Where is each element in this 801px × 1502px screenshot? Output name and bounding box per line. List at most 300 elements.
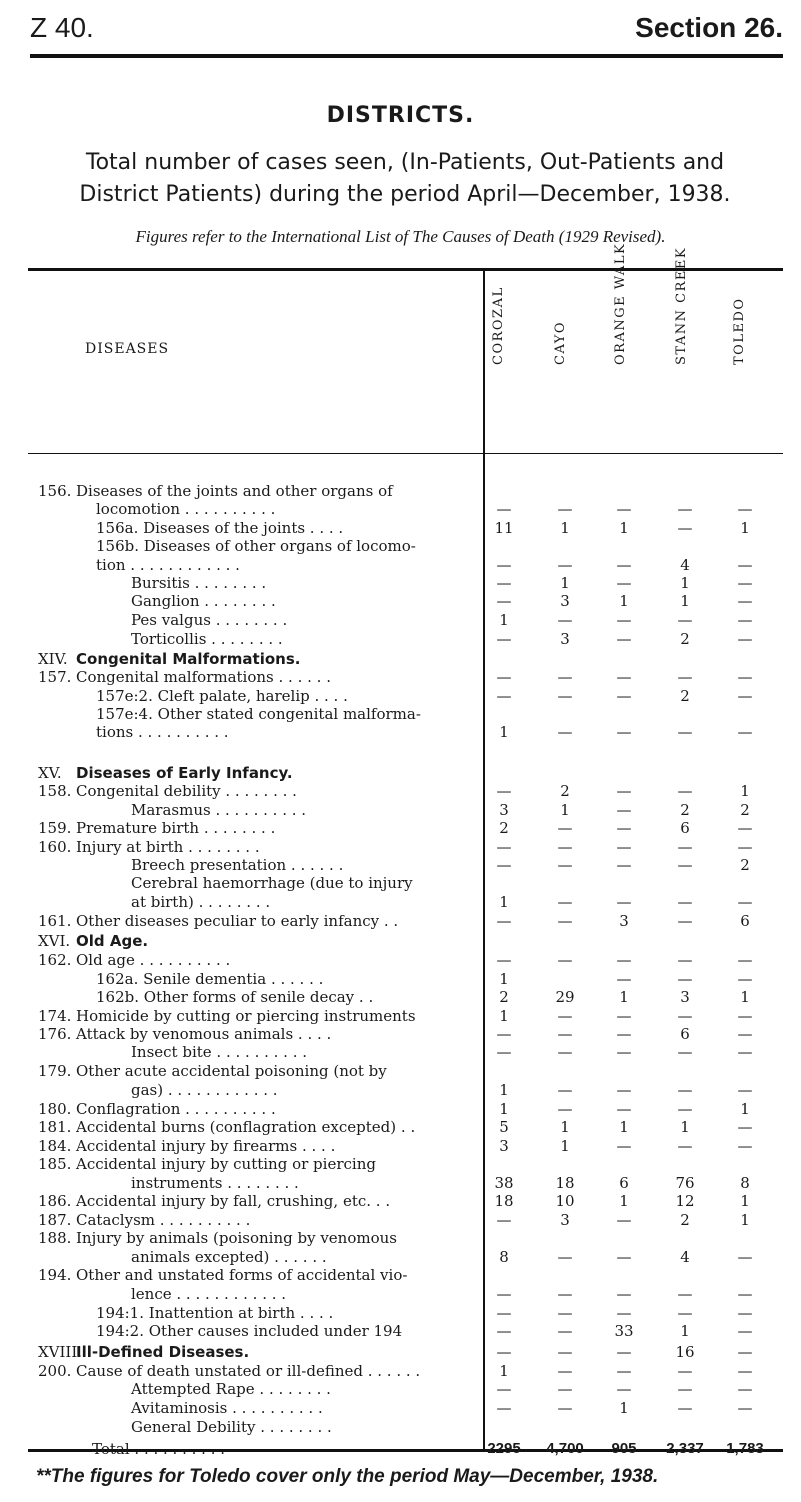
cell-orange-walk: 1: [619, 1118, 629, 1136]
cell-stann-creek: —: [677, 611, 693, 629]
row-number: 185.: [38, 1155, 72, 1173]
row-number: 200.: [38, 1362, 72, 1380]
table-row: [0, 874, 801, 892]
row-label: Attack by venomous animals . . . .: [76, 1025, 332, 1043]
table-row: [0, 1362, 801, 1380]
row-label: Homicide by cutting or piercing instruments: [76, 1007, 416, 1025]
cell-corozal: —: [496, 856, 512, 874]
cell-orange-walk: —: [616, 1248, 632, 1266]
cell-stann-creek: —: [677, 500, 693, 518]
cell-orange-walk: —: [616, 556, 632, 574]
cell-toledo: —: [737, 1248, 753, 1266]
cell-cayo: —: [557, 500, 573, 518]
page-subtitle: [20, 147, 790, 211]
table-row: [0, 1304, 801, 1322]
row-number: 194.: [38, 1266, 72, 1284]
row-number: 180.: [38, 1100, 72, 1118]
cell-orange-walk: —: [616, 1362, 632, 1380]
table-row: [0, 1399, 801, 1417]
row-label: Other diseases peculiar to early infancy . .: [76, 912, 399, 930]
cell-cayo: —: [557, 838, 573, 856]
cell-corozal: —: [496, 1343, 512, 1361]
cell-toledo: —: [737, 1118, 753, 1136]
cell-corozal: 1: [499, 970, 509, 988]
cell-toledo: —: [737, 1322, 753, 1340]
cell-orange-walk: —: [616, 1100, 632, 1118]
cell-stann-creek: 4: [680, 1248, 690, 1266]
cell-corozal: 2295: [487, 1440, 521, 1457]
cell-toledo: —: [737, 1399, 753, 1417]
cell-toledo: 1: [740, 1100, 750, 1118]
cell-orange-walk: 3: [619, 912, 629, 930]
cell-orange-walk: —: [616, 1343, 632, 1361]
column-header-label: ORANGE WALK: [613, 242, 628, 365]
row-label: animals excepted) . . . . . .: [131, 1248, 327, 1266]
row-number: 174.: [38, 1007, 72, 1025]
cell-orange-walk: —: [616, 723, 632, 741]
cell-cayo: 1: [560, 574, 570, 592]
row-number: 156.: [38, 482, 72, 500]
cell-stann-creek: —: [677, 1362, 693, 1380]
row-label: Marasmus . . . . . . . . . .: [131, 801, 307, 819]
row-label: Torticollis . . . . . . . .: [131, 630, 283, 648]
diseases-column-header: DISEASES: [85, 341, 170, 357]
row-label: Accidental burns (conflagration excepted) . .: [76, 1118, 416, 1136]
column-header-label: TOLEDO: [732, 297, 747, 365]
table-row: [0, 764, 801, 782]
row-label: Cerebral haemorrhage (due to injury: [131, 874, 413, 892]
cell-orange-walk: —: [616, 611, 632, 629]
row-label: Insect bite . . . . . . . . . .: [131, 1043, 308, 1061]
cell-stann-creek: —: [677, 1100, 693, 1118]
row-label: 157e:4. Other stated congenital malforma-: [96, 705, 421, 723]
table-row: [0, 1248, 801, 1266]
cell-cayo: —: [557, 1043, 573, 1061]
row-label: 194:1. Inattention at birth . . . .: [96, 1304, 334, 1322]
row-number: 179.: [38, 1062, 72, 1080]
cell-cayo: 3: [560, 1211, 570, 1229]
cell-corozal: 1: [499, 1007, 509, 1025]
table-row: [0, 574, 801, 592]
table-row: [0, 1266, 801, 1284]
cell-orange-walk: —: [616, 782, 632, 800]
cell-cayo: —: [557, 1399, 573, 1417]
cell-stann-creek: 1: [680, 1322, 690, 1340]
row-label: 194:2. Other causes included under 194: [96, 1322, 403, 1340]
cell-orange-walk: —: [616, 500, 632, 518]
table-row: [0, 1100, 801, 1118]
table-row: [0, 1155, 801, 1173]
section-heading: Old Age.: [76, 932, 149, 950]
table-row: [0, 537, 801, 555]
cell-stann-creek: 76: [675, 1174, 695, 1192]
row-label: Conflagration . . . . . . . . . .: [76, 1100, 276, 1118]
cell-corozal: 1: [499, 611, 509, 629]
row-label: at birth) . . . . . . . .: [131, 893, 271, 911]
cell-stann-creek: —: [677, 519, 693, 537]
cell-orange-walk: 33: [614, 1322, 634, 1340]
row-number: 188.: [38, 1229, 72, 1247]
total-row: [0, 1440, 801, 1458]
cell-toledo: 2: [740, 856, 750, 874]
header-rule: [30, 54, 783, 58]
cell-orange-walk: —: [616, 819, 632, 837]
subtitle-line-1: Total number of cases seen, (In-Patients, Out-Patients and: [85, 150, 725, 175]
cell-corozal: 38: [494, 1174, 514, 1192]
row-number: 162.: [38, 951, 72, 969]
table-row: [0, 611, 801, 629]
cell-corozal: 1: [499, 893, 509, 911]
row-number: 176.: [38, 1025, 72, 1043]
cell-corozal: —: [496, 1380, 512, 1398]
cell-cayo: —: [557, 1343, 573, 1361]
cell-orange-walk: —: [616, 687, 632, 705]
cell-stann-creek: —: [677, 856, 693, 874]
cell-corozal: 5: [499, 1118, 509, 1136]
cell-toledo: —: [737, 1380, 753, 1398]
table-header-rule: [28, 453, 783, 454]
cell-orange-walk: 1: [619, 1399, 629, 1417]
row-label: Bursitis . . . . . . . .: [131, 574, 267, 592]
cell-orange-walk: 6: [619, 1174, 629, 1192]
row-label: 162a. Senile dementia . . . . . .: [96, 970, 324, 988]
cell-corozal: 2: [499, 988, 509, 1006]
row-label: General Debility . . . . . . . .: [131, 1418, 332, 1436]
table-row: [0, 1025, 801, 1043]
cell-cayo: —: [557, 1285, 573, 1303]
cell-stann-creek: —: [677, 1007, 693, 1025]
column-header-label: COROZAL: [491, 286, 506, 365]
cell-toledo: —: [737, 819, 753, 837]
cell-cayo: —: [557, 1380, 573, 1398]
cell-cayo: 4,700: [546, 1440, 584, 1457]
column-header-label: STANN CREEK: [674, 246, 689, 365]
row-number: 158.: [38, 782, 72, 800]
cell-stann-creek: 4: [680, 556, 690, 574]
cell-orange-walk: —: [616, 1304, 632, 1322]
cell-toledo: 1: [740, 782, 750, 800]
cell-orange-walk: —: [616, 668, 632, 686]
cell-toledo: —: [737, 1043, 753, 1061]
cell-toledo: —: [737, 951, 753, 969]
cell-toledo: —: [737, 668, 753, 686]
cell-corozal: 1: [499, 1100, 509, 1118]
row-label: gas) . . . . . . . . . . . .: [131, 1081, 278, 1099]
table-row: [0, 1062, 801, 1080]
row-label: Accidental injury by firearms . . . .: [76, 1137, 336, 1155]
row-label: Diseases of the joints and other organs of: [76, 482, 393, 500]
row-label: Premature birth . . . . . . . .: [76, 819, 276, 837]
row-number: XVIII.: [38, 1343, 83, 1361]
cell-corozal: 11: [494, 519, 514, 537]
row-label: Injury by animals (poisoning by venomous: [76, 1229, 397, 1247]
row-number: XV.: [38, 764, 62, 782]
cell-corozal: —: [496, 1322, 512, 1340]
cell-orange-walk: —: [616, 574, 632, 592]
cell-corozal: 1: [499, 1081, 509, 1099]
cell-corozal: —: [496, 951, 512, 969]
section-heading: Ill-Defined Diseases.: [76, 1343, 250, 1361]
table-row: [0, 1380, 801, 1398]
row-label: Pes valgus . . . . . . . .: [131, 611, 288, 629]
cell-cayo: —: [557, 1322, 573, 1340]
cell-orange-walk: —: [616, 630, 632, 648]
row-label: Accidental injury by cutting or piercing: [76, 1155, 376, 1173]
cell-toledo: 8: [740, 1174, 750, 1192]
cell-toledo: 1: [740, 1192, 750, 1210]
cell-stann-creek: 2: [680, 630, 690, 648]
table-row: [0, 1174, 801, 1192]
subtitle-line-2: District Patients) during the period April—December, 1938.: [79, 182, 731, 207]
column-header-label: CAYO: [553, 320, 568, 365]
row-label: 162b. Other forms of senile decay . .: [96, 988, 374, 1006]
cell-cayo: 1: [560, 519, 570, 537]
page-title: DISTRICTS.: [326, 103, 475, 128]
table-row: [0, 592, 801, 610]
cell-stann-creek: 2: [680, 687, 690, 705]
table-row: [0, 1118, 801, 1136]
table-row: [0, 838, 801, 856]
cell-cayo: 3: [560, 630, 570, 648]
cell-orange-walk: —: [616, 838, 632, 856]
table-row: [0, 1211, 801, 1229]
table-row: [0, 705, 801, 723]
cell-toledo: —: [737, 574, 753, 592]
cell-orange-walk: —: [616, 1380, 632, 1398]
cell-cayo: —: [557, 556, 573, 574]
cell-toledo: —: [737, 1137, 753, 1155]
figures-note: Figures refer to the International List of The Causes of Death (1929 Revised).: [135, 227, 666, 246]
table-row: [0, 1007, 801, 1025]
row-label: 156b. Diseases of other organs of locomo-: [96, 537, 416, 555]
cell-corozal: —: [496, 556, 512, 574]
row-number: XIV.: [38, 650, 68, 668]
cell-stann-creek: 16: [675, 1343, 695, 1361]
cell-stann-creek: —: [677, 1285, 693, 1303]
row-number: 181.: [38, 1118, 72, 1136]
cell-orange-walk: —: [616, 1007, 632, 1025]
cell-orange-walk: 1: [619, 592, 629, 610]
cell-cayo: —: [557, 1007, 573, 1025]
cell-corozal: —: [496, 668, 512, 686]
table-top-rule: [28, 268, 783, 271]
table-row: [0, 650, 801, 668]
cell-cayo: —: [557, 723, 573, 741]
cell-corozal: 8: [499, 1248, 509, 1266]
cell-stann-creek: —: [677, 838, 693, 856]
row-label: lence . . . . . . . . . . . .: [131, 1285, 287, 1303]
cell-corozal: 3: [499, 801, 509, 819]
cell-toledo: —: [737, 723, 753, 741]
cell-toledo: —: [737, 500, 753, 518]
table-row: [0, 932, 801, 950]
cell-toledo: 1: [740, 988, 750, 1006]
cell-orange-walk: —: [616, 801, 632, 819]
table-row: [0, 1137, 801, 1155]
row-label: tion . . . . . . . . . . . .: [96, 556, 240, 574]
cell-toledo: 1,783: [726, 1440, 764, 1457]
row-label: 157e:2. Cleft palate, harelip . . . .: [96, 687, 348, 705]
cell-cayo: 1: [560, 1137, 570, 1155]
cell-stann-creek: —: [677, 970, 693, 988]
cell-stann-creek: 2,337: [666, 1440, 704, 1457]
cell-cayo: 3: [560, 592, 570, 610]
cell-toledo: —: [737, 1007, 753, 1025]
cell-corozal: 3: [499, 1137, 509, 1155]
cell-orange-walk: —: [616, 951, 632, 969]
cell-toledo: —: [737, 1304, 753, 1322]
cell-stann-creek: 2: [680, 801, 690, 819]
row-label: Ganglion . . . . . . . .: [131, 592, 276, 610]
row-number: 186.: [38, 1192, 72, 1210]
cell-corozal: 1: [499, 1362, 509, 1380]
cell-toledo: 1: [740, 519, 750, 537]
cell-toledo: 2: [740, 801, 750, 819]
table-row: [0, 556, 801, 574]
table-row: [0, 782, 801, 800]
cell-toledo: —: [737, 970, 753, 988]
cell-toledo: 1: [740, 1211, 750, 1229]
cell-orange-walk: —: [616, 1025, 632, 1043]
cell-cayo: —: [557, 668, 573, 686]
table-row: [0, 519, 801, 537]
table-row: [0, 951, 801, 969]
cell-corozal: —: [496, 630, 512, 648]
cell-cayo: —: [557, 1362, 573, 1380]
cell-stann-creek: 1: [680, 574, 690, 592]
table-row: [0, 1229, 801, 1247]
cell-toledo: —: [737, 1081, 753, 1099]
cell-cayo: —: [557, 912, 573, 930]
table-row: [0, 723, 801, 741]
cell-stann-creek: —: [677, 1399, 693, 1417]
cell-orange-walk: —: [616, 970, 632, 988]
table-row: [0, 893, 801, 911]
cell-toledo: —: [737, 1285, 753, 1303]
row-label: Congenital debility . . . . . . . .: [76, 782, 297, 800]
cell-orange-walk: 1: [619, 519, 629, 537]
row-label: Total . . . . . . . . . .: [92, 1440, 226, 1458]
cell-corozal: —: [496, 782, 512, 800]
cell-cayo: —: [557, 1304, 573, 1322]
cell-corozal: 2: [499, 819, 509, 837]
cell-orange-walk: —: [616, 893, 632, 911]
cell-stann-creek: 12: [675, 1192, 695, 1210]
cell-cayo: 1: [560, 1118, 570, 1136]
cell-toledo: —: [737, 611, 753, 629]
table-row: [0, 482, 801, 500]
cell-cayo: —: [557, 819, 573, 837]
cell-cayo: —: [557, 1248, 573, 1266]
table-row: [0, 1322, 801, 1340]
table-row: [0, 856, 801, 874]
cell-cayo: —: [557, 951, 573, 969]
row-label: Breech presentation . . . . . .: [131, 856, 344, 874]
cell-cayo: 1: [560, 801, 570, 819]
cell-corozal: 1: [499, 723, 509, 741]
cell-orange-walk: —: [616, 1043, 632, 1061]
section-heading: Diseases of Early Infancy.: [76, 764, 293, 782]
cell-toledo: —: [737, 687, 753, 705]
cell-stann-creek: —: [677, 723, 693, 741]
cell-corozal: —: [496, 912, 512, 930]
table-row: [0, 500, 801, 518]
cell-orange-walk: 1: [619, 988, 629, 1006]
cell-stann-creek: —: [677, 893, 693, 911]
table-row: [0, 970, 801, 988]
table-row: [0, 1285, 801, 1303]
cell-corozal: —: [496, 1211, 512, 1229]
cell-toledo: —: [737, 1343, 753, 1361]
section-heading: Congenital Malformations.: [76, 650, 301, 668]
cell-cayo: —: [557, 687, 573, 705]
row-label: Old age . . . . . . . . . .: [76, 951, 231, 969]
cell-orange-walk: —: [616, 1211, 632, 1229]
cell-stann-creek: 1: [680, 592, 690, 610]
cell-toledo: 6: [740, 912, 750, 930]
cell-stann-creek: 6: [680, 1025, 690, 1043]
table-row: [0, 668, 801, 686]
cell-stann-creek: —: [677, 1380, 693, 1398]
cell-corozal: —: [496, 1043, 512, 1061]
cell-corozal: —: [496, 500, 512, 518]
cell-cayo: 2: [560, 782, 570, 800]
cell-corozal: —: [496, 1399, 512, 1417]
cell-cayo: —: [557, 893, 573, 911]
cell-corozal: —: [496, 838, 512, 856]
cell-toledo: —: [737, 893, 753, 911]
cell-corozal: —: [496, 1304, 512, 1322]
row-number: 159.: [38, 819, 72, 837]
row-label: Other and unstated forms of accidental vio-: [76, 1266, 408, 1284]
table-row: [0, 819, 801, 837]
table-row: [0, 1043, 801, 1061]
row-label: tions . . . . . . . . . .: [96, 723, 229, 741]
row-label: Congenital malformations . . . . . .: [76, 668, 331, 686]
cell-orange-walk: —: [616, 1081, 632, 1099]
cell-orange-walk: —: [616, 1285, 632, 1303]
row-label: 156a. Diseases of the joints . . . .: [96, 519, 344, 537]
cell-cayo: 10: [555, 1192, 575, 1210]
row-label: Accidental injury by fall, crushing, etc. . .: [76, 1192, 391, 1210]
cell-stann-creek: —: [677, 951, 693, 969]
table-row: [0, 1192, 801, 1210]
section-label: Section 26.: [635, 12, 783, 43]
row-number: 160.: [38, 838, 72, 856]
cell-cayo: 29: [555, 988, 575, 1006]
row-label: Attempted Rape . . . . . . . .: [131, 1380, 331, 1398]
cell-orange-walk: —: [616, 856, 632, 874]
table-row: [0, 1343, 801, 1361]
cell-stann-creek: —: [677, 1304, 693, 1322]
row-label: instruments . . . . . . . .: [131, 1174, 299, 1192]
cell-corozal: —: [496, 574, 512, 592]
cell-stann-creek: —: [677, 1137, 693, 1155]
cell-corozal: —: [496, 1285, 512, 1303]
row-number: 157.: [38, 668, 72, 686]
row-label: Cataclysm . . . . . . . . . .: [76, 1211, 251, 1229]
cell-stann-creek: 3: [680, 988, 690, 1006]
cell-cayo: —: [557, 1100, 573, 1118]
row-label: Other acute accidental poisoning (not by: [76, 1062, 387, 1080]
row-label: locomotion . . . . . . . . . .: [96, 500, 276, 518]
cell-cayo: —: [557, 611, 573, 629]
cell-orange-walk: 1: [619, 1192, 629, 1210]
footnote: **The figures for Toledo cover only the period May—December, 1938.: [36, 1466, 659, 1487]
cell-corozal: —: [496, 687, 512, 705]
row-label: Injury at birth . . . . . . . .: [76, 838, 260, 856]
cell-corozal: —: [496, 1025, 512, 1043]
